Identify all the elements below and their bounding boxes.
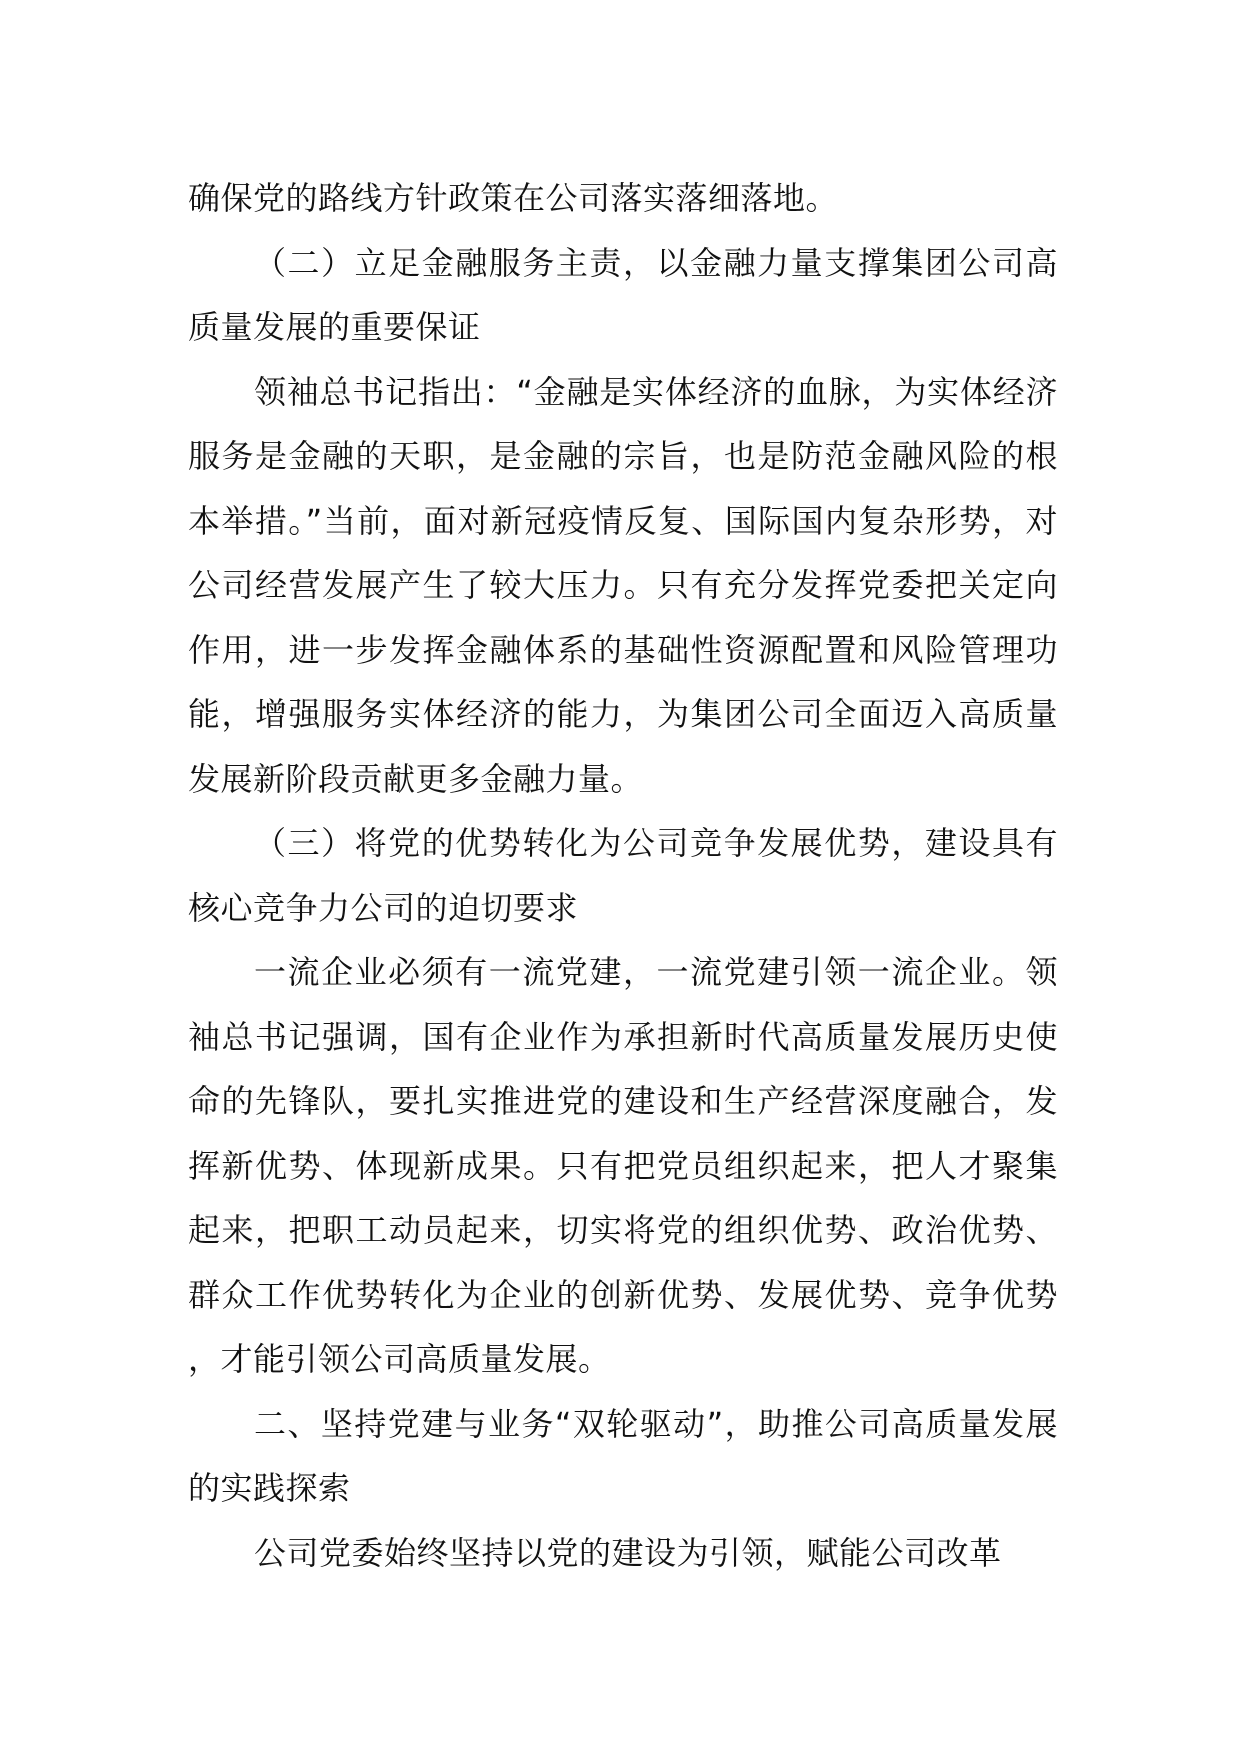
- section-heading-2: （二）立足金融服务主责，以金融力量支撑集团公司高质量发展的重要保证: [188, 243, 1058, 346]
- paragraph-first-class-enterprise: 一流企业必须有一流党建，一流党建引领一流企业。领袖总书记强调，国有企业作为承担新时代高质量发展历史使命的先锋队，要扎实推进党的建设和生产经营深度融合，发挥新优势、体现新成果。只有把党员组织起来，把人才聚集起来，把职工动员起来，切实将党的组织优势、政治优势、群众工作优势转化为企业的创新优势、发展优势、竞争优势，才能引领公司高质量发展。: [188, 953, 1058, 1378]
- section-heading-3: （三）将党的优势转化为公司竞争发展优势，建设具有核心竞争力公司的迫切要求: [188, 824, 1058, 927]
- chapter-heading-two: 二、坚持党建与业务“双轮驱动”，助推公司高质量发展的实践探索: [188, 1404, 1058, 1507]
- document-body: [188, 166, 1058, 1585]
- paragraph-finance-quote: 领袖总书记指出：“金融是实体经济的血脉，为实体经济服务是金融的天职，是金融的宗旨，也是防范金融风险的根本举措。”当前，面对新冠疫情反复、国际国内复杂形势，对公司经营发展产生了较大压力。只有充分发挥党委把关定向作用，进一步发挥金融体系的基础性资源配置和风险管理功能，增强服务实体经济的能力，为集团公司全面迈入高质量发展新阶段贡献更多金融力量。: [188, 372, 1058, 798]
- paragraph-continuation: 确保党的路线方针政策在公司落实落细落地。: [188, 179, 839, 217]
- paragraph-party-committee: 公司党委始终坚持以党的建设为引领，赋能公司改革: [254, 1533, 1002, 1572]
